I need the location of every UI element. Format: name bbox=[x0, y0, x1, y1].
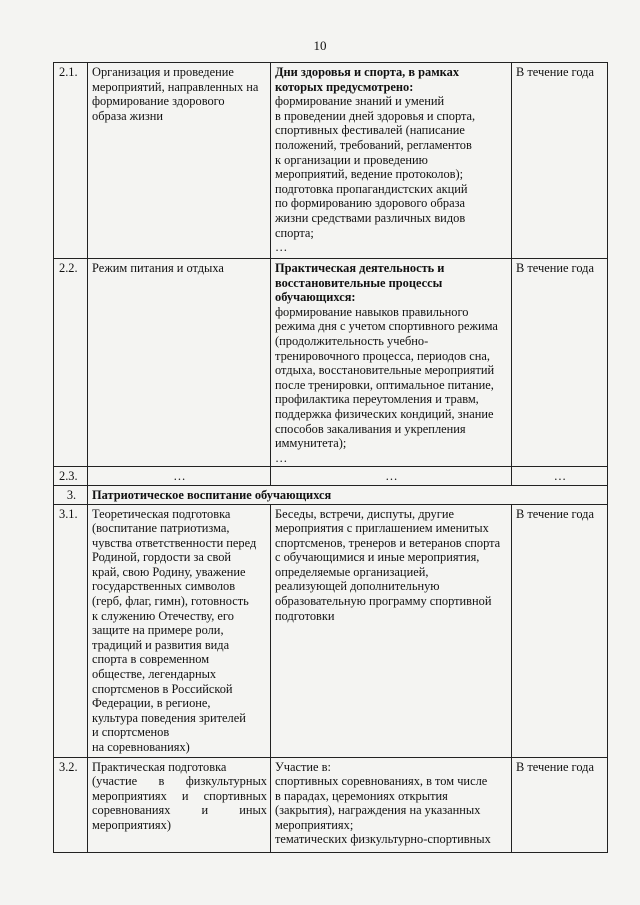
page-number: 10 bbox=[313, 38, 327, 53]
text-line: культура поведения зрителей bbox=[92, 710, 246, 725]
text-line: к служению Отечеству, его bbox=[92, 608, 234, 623]
text-line: образовательную программу спортивной bbox=[275, 594, 492, 609]
activity-content bbox=[271, 757, 512, 852]
activity-name bbox=[88, 259, 271, 467]
text-line: поддержка физических кондиций, знание bbox=[275, 406, 494, 421]
word: (участие bbox=[92, 774, 138, 789]
word: соревнованиях bbox=[92, 803, 171, 818]
word: и bbox=[201, 803, 209, 818]
row-number: 2.3. bbox=[54, 467, 88, 486]
text-line: тематических физкультурно-спортивных bbox=[275, 832, 491, 847]
row-number: 3.1. bbox=[54, 504, 88, 757]
activity-term: В течение года bbox=[512, 63, 608, 259]
text-line: способов закаливания и укрепления bbox=[275, 421, 466, 436]
table-row bbox=[54, 504, 608, 757]
word: в bbox=[158, 774, 165, 789]
text-line: режима дня с учетом спортивного режима bbox=[275, 319, 498, 334]
word: мероприятиях bbox=[92, 788, 167, 803]
activity-content bbox=[271, 63, 512, 259]
text-line: государственных символов bbox=[92, 579, 236, 594]
text-line: (воспитание патриотизма, bbox=[92, 521, 230, 536]
table-row bbox=[54, 259, 608, 467]
row-number: 2.1. bbox=[54, 63, 88, 259]
text-line: формирование здорового bbox=[92, 94, 225, 109]
text-line: (герб, флаг, гимн), готовность bbox=[92, 594, 249, 609]
text-line: спортивных соревнованиях, в том числе bbox=[275, 774, 488, 789]
text-line: в парадах, церемониях открытия bbox=[275, 788, 448, 803]
text-line: … bbox=[275, 240, 288, 255]
justified-line bbox=[92, 803, 267, 818]
text-line-bold: которых предусмотрено: bbox=[275, 79, 414, 94]
text-line: отдыха, восстановительные мероприятий bbox=[275, 363, 495, 378]
text-line: чувства ответственности перед bbox=[92, 535, 257, 550]
section-number: 3. bbox=[54, 485, 88, 504]
text-line: формирование знаний и умений bbox=[275, 94, 445, 109]
activity-name bbox=[88, 757, 271, 852]
text-line-bold: восстановительные процессы bbox=[275, 275, 443, 290]
justified-line bbox=[92, 774, 267, 789]
text-line: Практическая подготовка bbox=[92, 759, 227, 774]
text-line: мероприятий, ведение протоколов); bbox=[275, 167, 464, 182]
text-line: Организация и проведение bbox=[92, 65, 234, 79]
text-line: жизни средствами различных видов bbox=[275, 210, 466, 225]
section-row bbox=[54, 485, 608, 504]
activity-name bbox=[88, 63, 271, 259]
text-line: мероприятий, направленных на bbox=[92, 79, 259, 94]
activity-name bbox=[88, 504, 271, 757]
text-line: мероприятиях; bbox=[275, 817, 354, 832]
text-line: спортивных фестивалей (написание bbox=[275, 123, 465, 138]
activity-content bbox=[271, 504, 512, 757]
text-line: защите на примере роли, bbox=[92, 623, 224, 638]
row-number: 2.2. bbox=[54, 259, 88, 467]
section-title: Патриотическое воспитание обучающихся bbox=[88, 485, 608, 504]
activity-term: В течение года bbox=[512, 259, 608, 467]
text-line: по формированию здорового образа bbox=[275, 196, 465, 211]
text-line-bold: Дни здоровья и спорта, в рамках bbox=[275, 65, 460, 79]
text-line: тренировочного процесса, периодов сна, bbox=[275, 348, 490, 363]
text-line: Родиной, гордости за свой bbox=[92, 550, 232, 565]
text-line: традиций и развития вида bbox=[92, 637, 230, 652]
text-line: обществе, легендарных bbox=[92, 667, 217, 682]
text-line: после тренировки, оптимальное питание, bbox=[275, 377, 494, 392]
table-row bbox=[54, 757, 608, 852]
text-line: и спортсменов bbox=[92, 725, 170, 740]
text-line: Федерации, в регионе, bbox=[92, 696, 211, 711]
text-line: иммунитета); bbox=[275, 436, 347, 451]
activity-term: В течение года bbox=[512, 504, 608, 757]
text-line: мероприятиях) bbox=[92, 817, 171, 832]
row-number: 3.2. bbox=[54, 757, 88, 852]
word: физкультурных bbox=[185, 774, 267, 789]
text-line: к организации и проведению bbox=[275, 152, 428, 167]
text-line: Беседы, встречи, диспуты, другие bbox=[275, 506, 454, 521]
table-row bbox=[54, 467, 608, 486]
text-line: Теоретическая подготовка bbox=[92, 506, 231, 521]
text-line: образа жизни bbox=[92, 108, 164, 123]
activity-name: … bbox=[88, 467, 271, 486]
text-line-bold: Практическая деятельность и bbox=[275, 261, 445, 275]
text-line: спортсменов, тренеров и ветеранов спорта bbox=[275, 535, 501, 550]
text-line: край, свою Родину, уважение bbox=[92, 564, 246, 579]
text-line: спортсменов в Российской bbox=[92, 681, 233, 696]
text-line: профилактика переутомления и травм, bbox=[275, 392, 479, 407]
text-line: мероприятия с приглашением именитых bbox=[275, 521, 489, 536]
activity-content: … bbox=[271, 467, 512, 486]
activity-content bbox=[271, 259, 512, 467]
activity-term: … bbox=[512, 467, 608, 486]
text-line: спорта; bbox=[275, 225, 314, 240]
text-line: Режим питания и отдыха bbox=[92, 261, 224, 275]
text-line-bold: обучающихся: bbox=[275, 290, 356, 305]
word: иных bbox=[239, 803, 267, 818]
text-line: подготовка пропагандистских акций bbox=[275, 181, 468, 196]
text-line: (продолжительность учебно- bbox=[275, 333, 429, 348]
text-line: определяемые организацией, bbox=[275, 564, 429, 579]
text-line: (закрытия), награждения на указанных bbox=[275, 803, 481, 818]
word: и bbox=[181, 788, 189, 803]
justified-line bbox=[92, 789, 267, 804]
text-line: … bbox=[275, 450, 288, 465]
text-line: положений, требований, регламентов bbox=[275, 137, 472, 152]
text-line: на соревнованиях) bbox=[92, 740, 190, 754]
table-row bbox=[54, 63, 608, 259]
text-line: Участие в: bbox=[275, 759, 331, 774]
text-line: подготовки bbox=[275, 608, 335, 623]
word: спортивных bbox=[203, 788, 267, 803]
text-line: в проведении дней здоровья и спорта, bbox=[275, 108, 476, 123]
text-line: формирование навыков правильного bbox=[275, 304, 469, 319]
activity-term: В течение года bbox=[512, 757, 608, 852]
text-line: с обучающимися и иные мероприятия, bbox=[275, 550, 480, 565]
activities-table bbox=[53, 62, 608, 853]
text-line: реализующей дополнительную bbox=[275, 579, 440, 594]
text-line: спорта в современном bbox=[92, 652, 210, 667]
